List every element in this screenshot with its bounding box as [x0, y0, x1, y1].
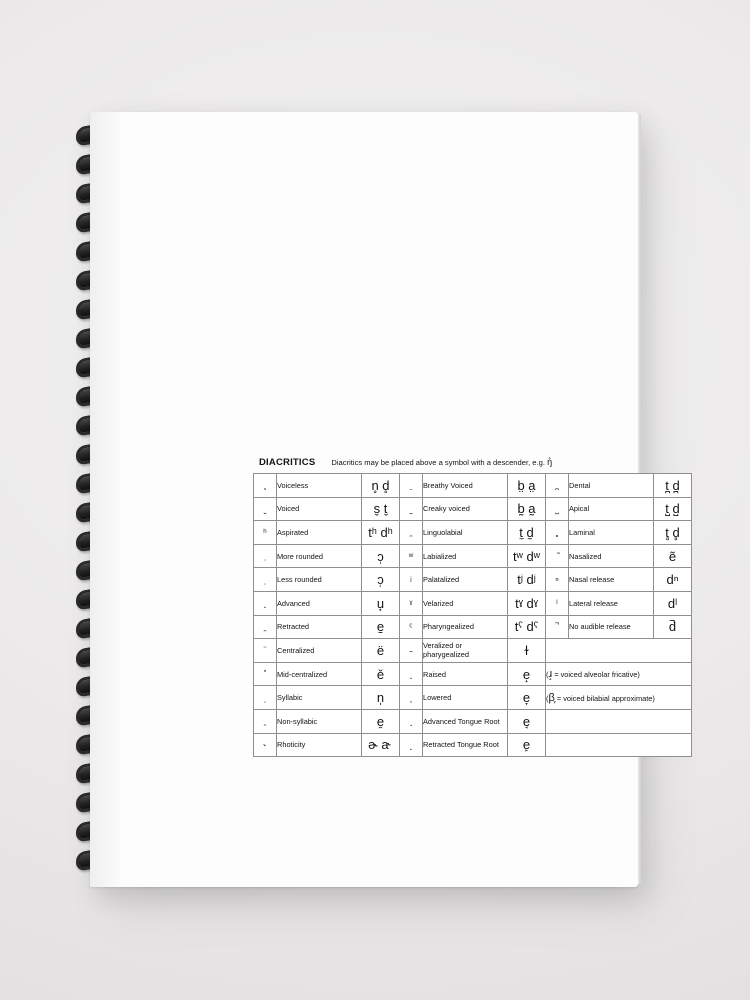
chart-title: DIACRITICS	[259, 457, 316, 468]
diacritic-mark	[546, 544, 569, 568]
chart-header	[253, 457, 683, 468]
diacritic-label: Labialized	[423, 544, 508, 568]
diacritic-mark	[400, 709, 423, 733]
table-row	[254, 591, 692, 615]
diacritic-mark	[546, 474, 569, 498]
diacritic-mark	[400, 733, 423, 757]
diacritic-label: Mid-centralized	[277, 662, 362, 686]
diacritic-example: t̪ d̪	[654, 474, 692, 498]
diacritic-mark: ˤ	[400, 615, 423, 639]
diacritic-example: e̝	[508, 662, 546, 686]
diacritic-mark	[400, 521, 423, 545]
diacritic-label: Raised	[423, 662, 508, 686]
diacritic-mark	[546, 615, 569, 639]
diacritics-table	[253, 473, 692, 757]
diacritic-example: ě	[362, 662, 400, 686]
diacritic-mark	[254, 686, 277, 710]
diacritic-mark	[400, 474, 423, 498]
diacritic-label: Non-syllabic	[277, 709, 362, 733]
table-row	[254, 474, 692, 498]
diacritic-label: Palatalized	[423, 568, 508, 592]
diacritic-label: More rounded	[277, 544, 362, 568]
table-row	[254, 497, 692, 521]
diacritic-label: Laminal	[569, 521, 654, 545]
diacritic-example: ɔ̜	[362, 568, 400, 592]
diacritic-mark: ʰ	[254, 521, 277, 545]
table-row	[254, 662, 692, 686]
diacritic-example: d̚	[654, 615, 692, 639]
diacritic-example: e̯	[362, 709, 400, 733]
diacritic-label: Aspirated	[277, 521, 362, 545]
diacritic-label: Creaky voiced	[423, 497, 508, 521]
diacritic-label: Breathy Voiced	[423, 474, 508, 498]
table-row	[254, 544, 692, 568]
diacritic-mark: ˠ	[400, 591, 423, 615]
diacritic-example: t̻ d̻	[654, 521, 692, 545]
diacritic-label: Retracted	[277, 615, 362, 639]
chart-note-text: Diacritics may be placed above a symbol with a descender, e.g.	[331, 458, 545, 467]
diacritic-label: Nasal release	[569, 568, 654, 592]
diacritic-mark	[400, 686, 423, 710]
diacritic-example: tˤ dˤ	[508, 615, 546, 639]
diacritic-example: u̟	[362, 591, 400, 615]
diacritic-example: dˡ	[654, 591, 692, 615]
chart-note-symbol: ŋ̊	[547, 457, 553, 467]
empty-cell	[546, 733, 692, 757]
diacritic-example: ë	[362, 639, 400, 663]
diacritic-mark	[546, 497, 569, 521]
diacritic-example: n̩	[362, 686, 400, 710]
diacritic-example: e̘	[508, 709, 546, 733]
diacritic-mark	[400, 662, 423, 686]
diacritic-label: Voiced	[277, 497, 362, 521]
diacritic-example: ɫ	[508, 639, 546, 663]
empty-cell	[546, 639, 692, 663]
diacritic-example: e̞	[508, 686, 546, 710]
diacritic-label: Nasalized	[569, 544, 654, 568]
diacritic-mark	[400, 497, 423, 521]
diacritic-label: Advanced	[277, 591, 362, 615]
diacritic-mark: ˞	[254, 733, 277, 757]
diacritic-mark: ˡ	[546, 591, 569, 615]
diacritic-mark	[254, 662, 277, 686]
diacritic-example: ɔ̹	[362, 544, 400, 568]
diacritic-label: Rhoticity	[277, 733, 362, 757]
table-row	[254, 733, 692, 757]
diacritic-example: b̰ a̰	[508, 497, 546, 521]
diacritic-label: Lateral release	[569, 591, 654, 615]
diacritic-example: t̼ d̼	[508, 521, 546, 545]
diacritic-mark	[254, 568, 277, 592]
table-row	[254, 568, 692, 592]
table-row	[254, 639, 692, 663]
chart-note	[331, 457, 552, 467]
table-row	[254, 521, 692, 545]
diacritic-example: tˠ dˠ	[508, 591, 546, 615]
diacritic-mark: ʲ	[400, 568, 423, 592]
diacritic-note: (ɹ̝ = voiced alveolar fricative)	[546, 662, 692, 686]
diacritic-example: t̺ d̺	[654, 497, 692, 521]
table-row	[254, 686, 692, 710]
diacritic-label: Veralized or pharygealized	[423, 639, 508, 663]
diacritic-mark	[254, 544, 277, 568]
diacritic-mark: ⁿ	[546, 568, 569, 592]
diacritic-label: Pharyngealized	[423, 615, 508, 639]
diacritic-example: e̠	[362, 615, 400, 639]
diacritic-example: tʷ dʷ	[508, 544, 546, 568]
diacritic-example: tʲ dʲ	[508, 568, 546, 592]
diacritic-mark	[254, 497, 277, 521]
diacritic-label: Less rounded	[277, 568, 362, 592]
diacritic-label: Velarized	[423, 591, 508, 615]
table-row	[254, 709, 692, 733]
diacritic-example: b̤ a̤	[508, 474, 546, 498]
diacritic-mark: ʷ	[400, 544, 423, 568]
diacritic-mark	[546, 521, 569, 545]
diacritic-label: No audible release	[569, 615, 654, 639]
note-symbol: ɹ̝	[548, 668, 553, 681]
diacritic-label: Advanced Tongue Root	[423, 709, 508, 733]
diacritic-label: Apical	[569, 497, 654, 521]
diacritic-label: Voiceless	[277, 474, 362, 498]
diacritic-example: tʰ dʰ	[362, 521, 400, 545]
diacritic-mark	[254, 709, 277, 733]
diacritic-mark	[254, 615, 277, 639]
diacritic-mark	[254, 474, 277, 498]
diacritic-label: Retracted Tongue Root	[423, 733, 508, 757]
table-row	[254, 615, 692, 639]
diacritic-mark	[400, 639, 423, 663]
diacritic-example: s̬ t̬	[362, 497, 400, 521]
notebook-cover	[90, 112, 680, 887]
diacritic-example: n̥ d̥	[362, 474, 400, 498]
diacritic-label: Linguolabial	[423, 521, 508, 545]
diacritic-example: dⁿ	[654, 568, 692, 592]
diacritic-example: ẽ	[654, 544, 692, 568]
ipa-diacritics-chart	[253, 457, 683, 757]
diacritic-label: Dental	[569, 474, 654, 498]
empty-cell	[546, 709, 692, 733]
diacritic-label: Lowered	[423, 686, 508, 710]
note-symbol: β̞	[548, 691, 555, 704]
diacritic-example: e̙	[508, 733, 546, 757]
diacritic-label: Syllabic	[277, 686, 362, 710]
diacritic-mark	[254, 639, 277, 663]
diacritic-example: ɚ a˞	[362, 733, 400, 757]
diacritic-note: (β̞ = voiced bilabial approximate)	[546, 686, 692, 710]
diacritic-mark	[254, 591, 277, 615]
diacritic-label: Centralized	[277, 639, 362, 663]
